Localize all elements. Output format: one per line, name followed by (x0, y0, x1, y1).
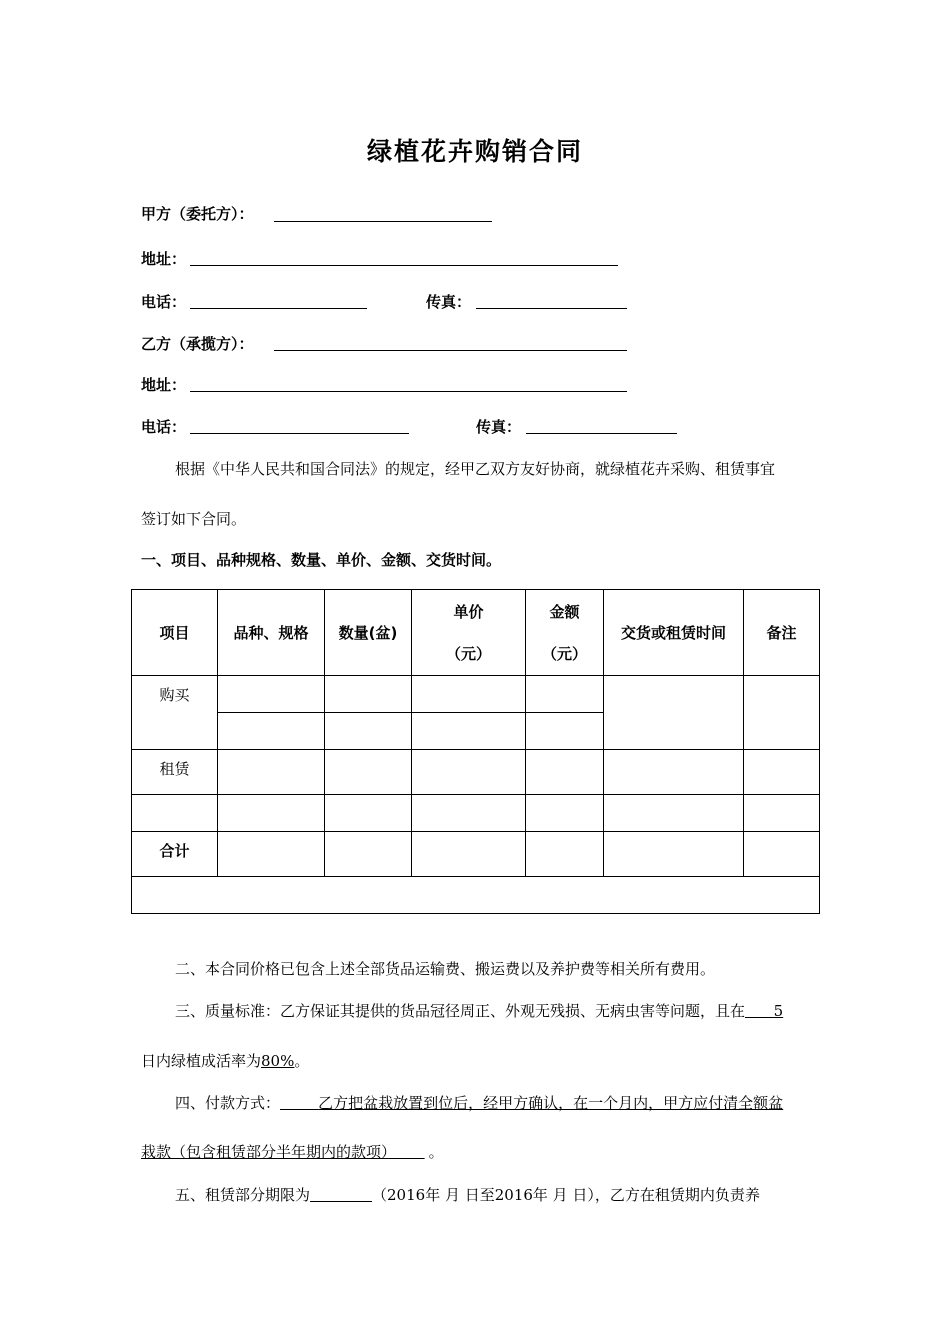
header-amount-line2: （元） (541, 644, 587, 663)
table-cell[interactable] (604, 832, 744, 877)
table-cell[interactable] (526, 676, 604, 713)
party-b-blank[interactable] (274, 350, 627, 351)
table-cell[interactable] (218, 750, 325, 795)
table-row-blank (132, 795, 820, 832)
header-quantity: 数量(盆) (325, 590, 412, 676)
row-label-lease: 租赁 (132, 750, 218, 795)
intro-line-1: 根据《中华人民共和国合同法》的规定，经甲乙双方友好协商，就绿植花卉采购、租赁事宜 (175, 460, 776, 478)
clause-3-prefix: 三、质量标准：乙方保证其提供的货品冠径周正、外观无残损、无病虫害等问题，且在 (175, 1002, 746, 1020)
header-amount-line1: 金额 (549, 602, 580, 621)
table-cell[interactable] (412, 750, 526, 795)
section-1-title: 一、项目、品种规格、数量、单价、金额、交货时间。 (141, 551, 502, 569)
header-variety: 品种、规格 (218, 590, 325, 676)
clause-4-line-2 (141, 1141, 444, 1163)
table-cell[interactable] (744, 795, 820, 832)
table-cell[interactable] (218, 832, 325, 877)
row-label-purchase: 购买 (132, 676, 218, 750)
table-cell[interactable] (412, 713, 526, 750)
clause-4-suffix: 。 (428, 1143, 444, 1161)
party-b-address-blank[interactable] (190, 391, 627, 392)
table-cell[interactable] (526, 713, 604, 750)
table-cell[interactable] (218, 713, 325, 750)
table-row-total (132, 832, 820, 877)
party-b-fax-label: 传真： (476, 418, 522, 436)
party-b-address-label: 地址： (141, 376, 187, 394)
clause-3-days[interactable]: 5 (773, 1002, 784, 1020)
party-a-fax-blank[interactable] (476, 308, 627, 309)
header-amount (526, 590, 604, 676)
table-cell[interactable] (744, 832, 820, 877)
items-table (131, 589, 820, 914)
header-unit-price-line2: （元） (445, 644, 491, 663)
document-title: 绿植花卉购销合同 (366, 137, 583, 166)
table-cell[interactable] (526, 832, 604, 877)
table-row-lease (132, 750, 820, 795)
party-a-blank[interactable] (274, 221, 492, 222)
table-cell[interactable] (412, 795, 526, 832)
clause-5-rest: （2016年 月 日至2016年 月 日），乙方在租赁期内负责养 (372, 1186, 760, 1204)
table-footer-cell[interactable] (132, 877, 820, 914)
party-a-phone-blank[interactable] (190, 308, 367, 309)
clause-5-prefix: 五、租赁部分期限为 (175, 1186, 311, 1204)
clause-4-prefix: 四、付款方式： (175, 1094, 281, 1112)
clause-4-value-line2[interactable]: 栽款（包含租赁部分半年期内的款项） (141, 1143, 397, 1161)
table-row-footer (132, 877, 820, 914)
clause-4-value-line1[interactable]: 乙方把盆栽放置到位后，经甲方确认，在一个月内，甲方应付清全额盆 (318, 1094, 784, 1112)
clause-4-line-1 (175, 1092, 783, 1114)
party-a-label: 甲方（委托方）： (141, 205, 254, 223)
header-unit-price-line1: 单价 (453, 602, 484, 621)
party-a-address-label: 地址： (141, 250, 187, 268)
header-item: 项目 (132, 590, 218, 676)
party-b-fax-blank[interactable] (526, 433, 677, 434)
table-cell[interactable] (325, 750, 412, 795)
table-row-purchase-1 (132, 676, 820, 713)
party-a-address-blank[interactable] (190, 265, 618, 266)
table-cell[interactable] (218, 676, 325, 713)
clause-2: 二、本合同价格已包含上述全部货品运输费、搬运费以及养护费等相关所有费用。 (175, 960, 716, 978)
party-a-phone-label: 电话： (141, 293, 187, 311)
table-cell[interactable] (218, 795, 325, 832)
clause-3-line-1 (175, 1000, 783, 1022)
row-label-total: 合计 (132, 832, 218, 877)
header-unit-price (412, 590, 526, 676)
table-cell[interactable] (325, 713, 412, 750)
table-cell[interactable] (604, 750, 744, 795)
table-header-row (132, 590, 820, 676)
table-cell[interactable] (526, 795, 604, 832)
party-a-fax-label: 传真： (426, 293, 472, 311)
clause-3-line-2 (141, 1050, 309, 1072)
header-delivery: 交货或租赁时间 (604, 590, 744, 676)
header-remarks: 备注 (744, 590, 820, 676)
table-cell[interactable] (604, 676, 744, 750)
table-cell[interactable] (132, 795, 218, 832)
table-cell[interactable] (412, 676, 526, 713)
table-cell[interactable] (325, 832, 412, 877)
party-b-phone-blank[interactable] (190, 433, 409, 434)
clause-3-rate[interactable]: 80% (261, 1052, 295, 1070)
clause-3-line2-prefix: 日内绿植成活率为 (141, 1052, 262, 1070)
table-cell[interactable] (604, 795, 744, 832)
table-cell[interactable] (744, 676, 820, 750)
table-cell[interactable] (325, 795, 412, 832)
intro-line-2: 签订如下合同。 (141, 510, 247, 528)
clause-5-term-blank[interactable] (310, 1186, 372, 1204)
table-cell[interactable] (412, 832, 526, 877)
table-cell[interactable] (526, 750, 604, 795)
table-cell[interactable] (325, 676, 412, 713)
table-cell[interactable] (744, 750, 820, 795)
party-b-phone-label: 电话： (141, 418, 187, 436)
clause-3-line2-suffix: 。 (294, 1052, 310, 1070)
clause-5-line-1 (175, 1184, 760, 1206)
party-b-label: 乙方（承揽方）： (141, 335, 254, 353)
